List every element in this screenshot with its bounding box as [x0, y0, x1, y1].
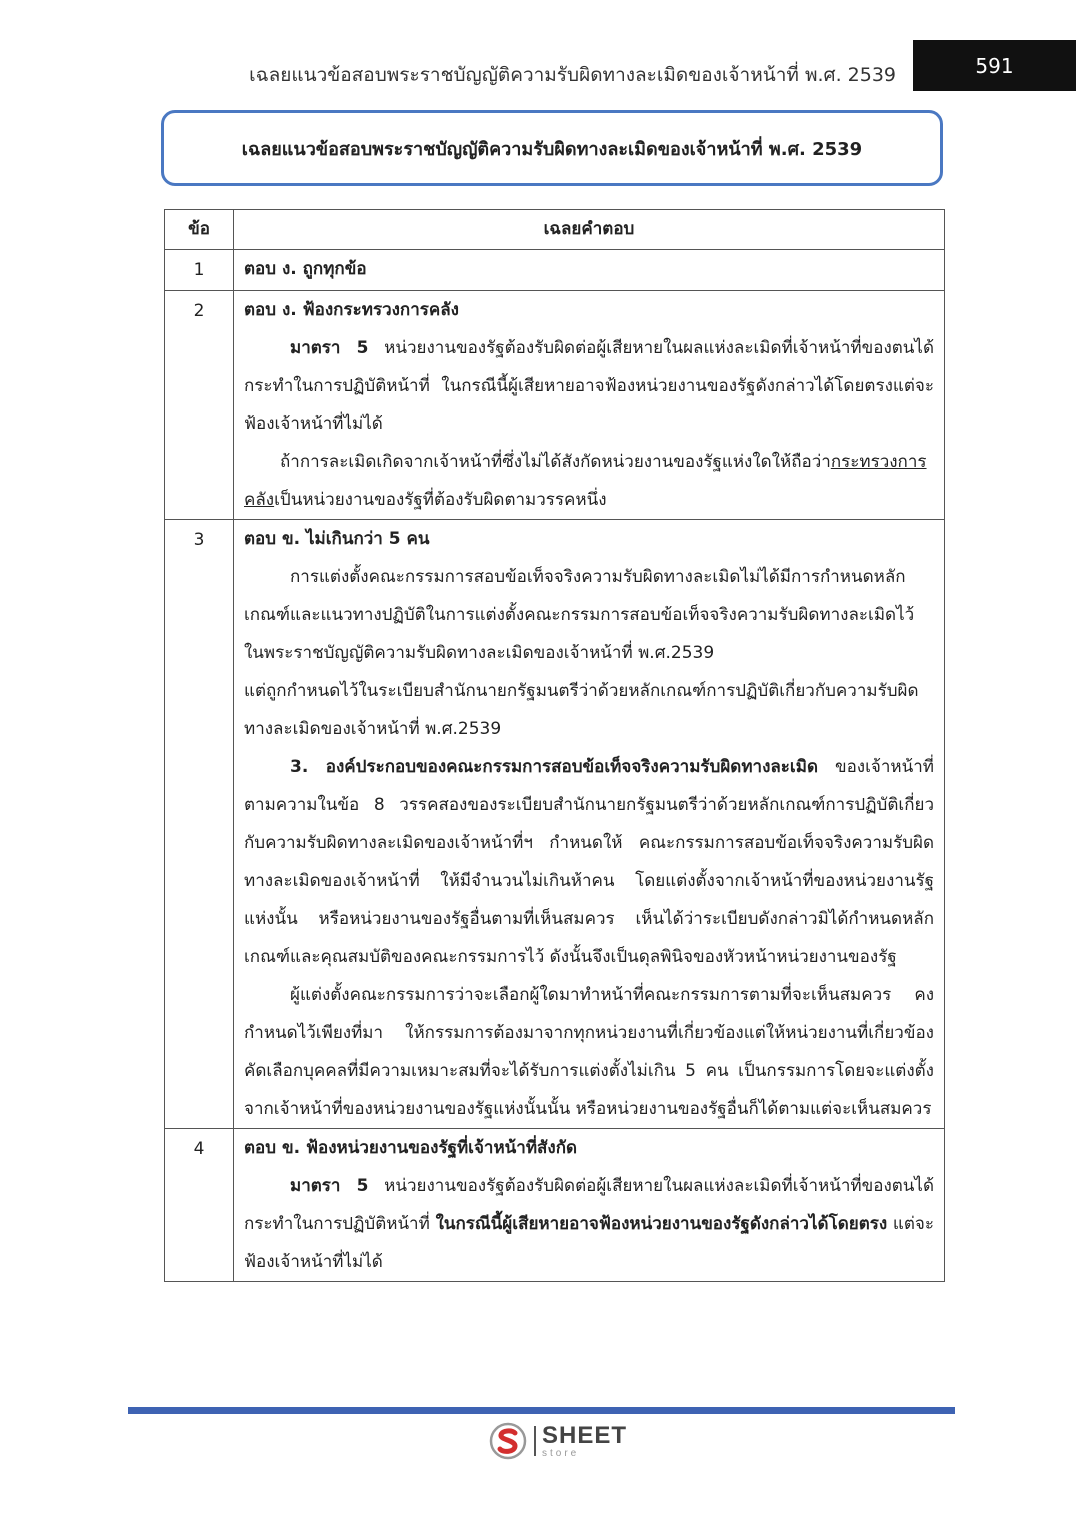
question-number: 2	[165, 291, 234, 520]
table-header-row	[165, 210, 945, 250]
explanation-text: แต่จะฟ้องเจ้าหน้าที่ไม่ได้	[244, 1214, 935, 1272]
question-number: 4	[165, 1129, 234, 1282]
sheet-store-logo	[488, 1420, 628, 1462]
explanation-paragraph	[244, 329, 934, 443]
bold-text: ในกรณีนี้ผู้เสียหายอาจฟ้องหน่วยงานของรัฐดังกล่าวได้โดยตรง	[435, 1214, 888, 1234]
section-reference: มาตรา 5	[290, 338, 369, 358]
answer-choice: ตอบ ข. ฟ้องหน่วยงานของรัฐที่เจ้าหน้าที่สังกัด	[244, 1138, 578, 1158]
explanation-text: ของเจ้าหน้าที่ตามความในข้อ 8 วรรคสองของระเบียบสำนักนายกรัฐมนตรีว่าด้วยหลักเกณฑ์การปฏิบัติเกี่ยวกับความรับผิดทางละเมิดของเจ้าหน้าที่ฯ กำหนดให้ คณะกรรมการสอบข้อเท็จจริงความรับผิดทางละเมิดของเจ้าหน้าที่ ให้มีจำนวนไม่เกินห้าคน โดยแต่งตั้งจากเจ้าหน้าที่ของหน่วยงานรัฐแห่งนั้น หรือหน่วยงานของรัฐอื่นตามที่เห็นสมควร เห็นได้ว่าระเบียบดังกล่าวมิได้กำหนดหลักเกณฑ์และคุณสมบัติของคณะกรรมการไว้ ดังนั้นจึงเป็นดุลพินิจของหัวหน้าหน่วยงานของรัฐ	[244, 757, 934, 967]
bold-heading: 3. องค์ประกอบของคณะกรรมการสอบข้อเท็จจริงความรับผิดทางละเมิด	[290, 757, 818, 777]
explanation-paragraph	[244, 748, 934, 976]
question-number: 3	[165, 520, 234, 1129]
document-title: เฉลยแนวข้อสอบพระราชบัญญัติความรับผิดทางละเมิดของเจ้าหน้าที่ พ.ศ. 2539	[241, 138, 863, 160]
underlined-term: กระทรวงการคลัง	[244, 452, 927, 510]
answer-choice: ตอบ ง. ถูกทุกข้อ	[244, 259, 367, 279]
logo-main-text: SHEET	[542, 1421, 628, 1449]
column-header-number: ข้อ	[165, 210, 234, 250]
table-row	[165, 520, 945, 1129]
explanation-text: หน่วยงานของรัฐต้องรับผิดต่อผู้เสียหายในผลแห่งละเมิดที่เจ้าหน้าที่ของตนได้กระทำในการปฏิบัติหน้าที่	[244, 1176, 934, 1234]
explanation-paragraph	[244, 1167, 934, 1281]
explanation-paragraph	[244, 443, 934, 519]
answer-cell	[234, 291, 945, 520]
running-header-title: เฉลยแนวข้อสอบพระราชบัญญัติความรับผิดทางละเมิดของเจ้าหน้าที่ พ.ศ. 2539	[249, 64, 896, 86]
explanation-text: หน่วยงานของรัฐต้องรับผิดต่อผู้เสียหายในผลแห่งละเมิดที่เจ้าหน้าที่ของตนได้กระทำในการปฏิบัติหน้าที่ ในกรณีนี้ผู้เสียหายอาจฟ้องหน่วยงานของรัฐดังกล่าวได้โดยตรงแต่จะฟ้องเจ้าหน้าที่ไม่ได้	[244, 338, 934, 434]
explanation-paragraph: แต่ถูกกำหนดไว้ในระเบียบสำนักนายกรัฐมนตรีว่าด้วยหลักเกณฑ์การปฏิบัติเกี่ยวกับความรับผิดทางละเมิดของเจ้าหน้าที่ พ.ศ.2539	[244, 681, 919, 739]
table-row	[165, 250, 945, 291]
section-reference: มาตรา 5	[290, 1176, 369, 1196]
explanation-text: เป็นหน่วยงานของรัฐที่ต้องรับผิดตามวรรคหนึ่ง	[274, 490, 607, 510]
answer-cell	[234, 520, 945, 1129]
table-row	[165, 291, 945, 520]
explanation-text: ถ้าการละเมิดเกิดจากเจ้าหน้าที่ซึ่งไม่ได้สังกัดหน่วยงานของรัฐแห่งใดให้ถือว่า	[280, 452, 831, 472]
explanation-paragraph: การแต่งตั้งคณะกรรมการสอบข้อเท็จจริงความรับผิดทางละเมิดไม่ได้มีการกำหนดหลักเกณฑ์และแนวทางปฏิบัติในการแต่งตั้งคณะกรรมการสอบข้อเท็จจริงความรับผิดทางละเมิดไว้ในพระราชบัญญัติความรับผิดทางละเมิดของเจ้าหน้าที่ พ.ศ.2539	[244, 567, 915, 663]
table-row	[165, 1129, 945, 1282]
answer-table	[164, 209, 945, 1282]
logo-sub-text: store	[542, 1447, 580, 1459]
footer-divider	[128, 1407, 955, 1414]
column-header-answer: เฉลยคำตอบ	[234, 210, 945, 250]
page-number: 591	[975, 53, 1014, 78]
logo-separator	[534, 1426, 536, 1456]
answer-choice: ตอบ ง. ฟ้องกระทรวงการคลัง	[244, 300, 459, 320]
answer-choice: ตอบ ข. ไม่เกินกว่า 5 คน	[244, 529, 430, 549]
sheet-store-s-icon	[488, 1421, 528, 1461]
explanation-paragraph: ผู้แต่งตั้งคณะกรรมการว่าจะเลือกผู้ใดมาทำหน้าที่คณะกรรมการตามที่จะเห็นสมควร คงกำหนดไว้เพียงที่มา ให้กรรมการต้องมาจากทุกหน่วยงานที่เกี่ยวข้องแต่ให้หน่วยงานที่เกี่ยวข้องคัดเลือกบุคคลที่มีความเหมาะสมที่จะได้รับการแต่งตั้งไม่เกิน 5 คน เป็นกรรมการโดยจะแต่งตั้งจากเจ้าหน้าที่ของหน่วยงานของรัฐแห่งนั้นนั้น หรือหน่วยงานของรัฐอื่นก็ได้ตามแต่จะเห็นสมควร	[244, 985, 934, 1119]
answer-cell	[234, 250, 945, 291]
logo-wordmark	[542, 1421, 628, 1459]
question-number: 1	[165, 250, 234, 291]
document-title-box	[161, 110, 943, 186]
answer-cell	[234, 1129, 945, 1282]
page-number-box	[913, 40, 1076, 91]
